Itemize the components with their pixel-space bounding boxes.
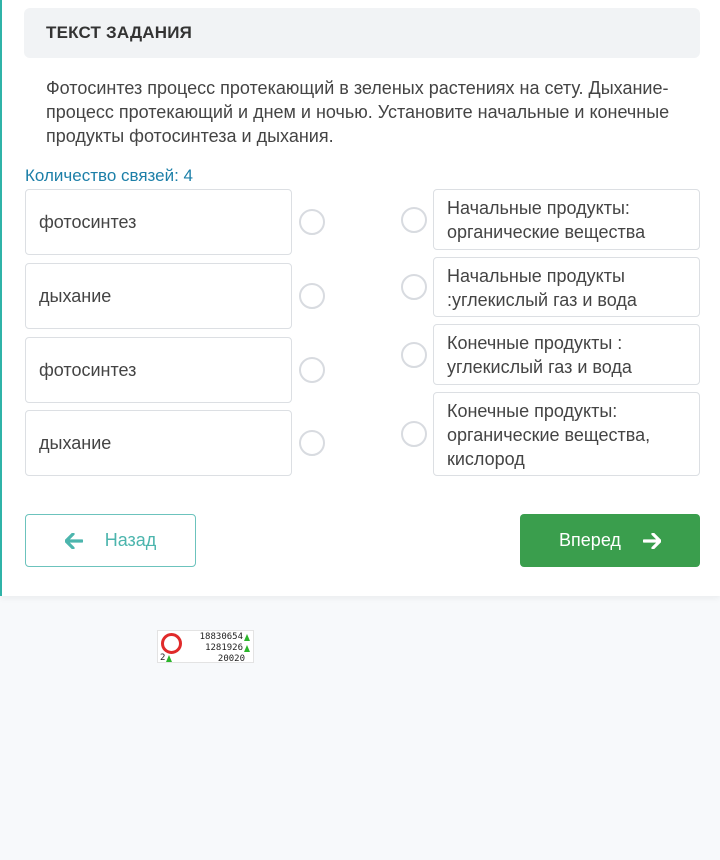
counter-value-3: 20020	[217, 654, 245, 664]
right-connector-3[interactable]	[401, 342, 427, 368]
left-item-label: дыхание	[39, 432, 112, 453]
links-count: Количество связей: 4	[25, 166, 194, 185]
right-item-2[interactable]	[433, 257, 700, 317]
up-triangle-icon	[166, 655, 172, 662]
left-connector-4[interactable]	[299, 430, 325, 456]
task-header: ТЕКСТ ЗАДАНИЯ	[24, 8, 700, 58]
left-item-4[interactable]	[25, 410, 292, 476]
right-item-label: Начальные продукты :углекислый газ и вода	[447, 266, 637, 310]
left-item-label: фотосинтез	[39, 359, 137, 380]
right-item-1[interactable]	[433, 189, 700, 250]
counter-value-2: 1281926	[205, 643, 243, 653]
counter-left	[160, 653, 172, 663]
arrow-right-icon	[643, 533, 661, 549]
right-item-3[interactable]	[433, 324, 700, 385]
right-item-label: Конечные продукты: органические вещества, кислород	[447, 401, 651, 469]
left-connector-2[interactable]	[299, 283, 325, 309]
counter-value-1: 18830654	[199, 632, 243, 642]
right-connector-1[interactable]	[401, 207, 427, 233]
right-connector-4[interactable]	[401, 421, 427, 447]
left-item-1[interactable]	[25, 189, 292, 255]
left-item-3[interactable]	[25, 337, 292, 403]
visitor-counter[interactable]	[157, 630, 254, 663]
back-button-label: Назад	[104, 530, 157, 550]
right-item-label: Начальные продукты: органические вещества	[447, 198, 646, 242]
left-item-label: дыхание	[39, 285, 112, 306]
up-triangle-icon	[244, 634, 250, 641]
counter-row-3	[218, 654, 245, 664]
left-connector-1[interactable]	[299, 209, 325, 235]
next-button-label: Вперед	[559, 530, 621, 550]
counter-left-value: 2	[160, 653, 166, 663]
right-connector-2[interactable]	[401, 274, 427, 300]
arrow-left-icon	[65, 533, 83, 549]
up-triangle-icon	[244, 645, 250, 652]
left-item-2[interactable]	[25, 263, 292, 329]
left-item-label: фотосинтез	[39, 211, 137, 232]
next-button[interactable]	[520, 514, 700, 567]
right-item-label: Конечные продукты : углекислый газ и вода	[447, 333, 632, 377]
left-connector-3[interactable]	[299, 357, 325, 383]
counter-ring-icon	[161, 633, 182, 654]
task-text: Фотосинтез процесс протекающий в зеленых растениях на сету. Дыхание- процесс протекающий и днем и ночью. Установите начальные и конечные продукты фотосинтеза и дыхания.	[46, 78, 670, 146]
counter-row-1	[200, 632, 250, 642]
counter-row-2	[205, 643, 250, 653]
right-item-4[interactable]	[433, 392, 700, 476]
back-button[interactable]	[25, 514, 196, 567]
